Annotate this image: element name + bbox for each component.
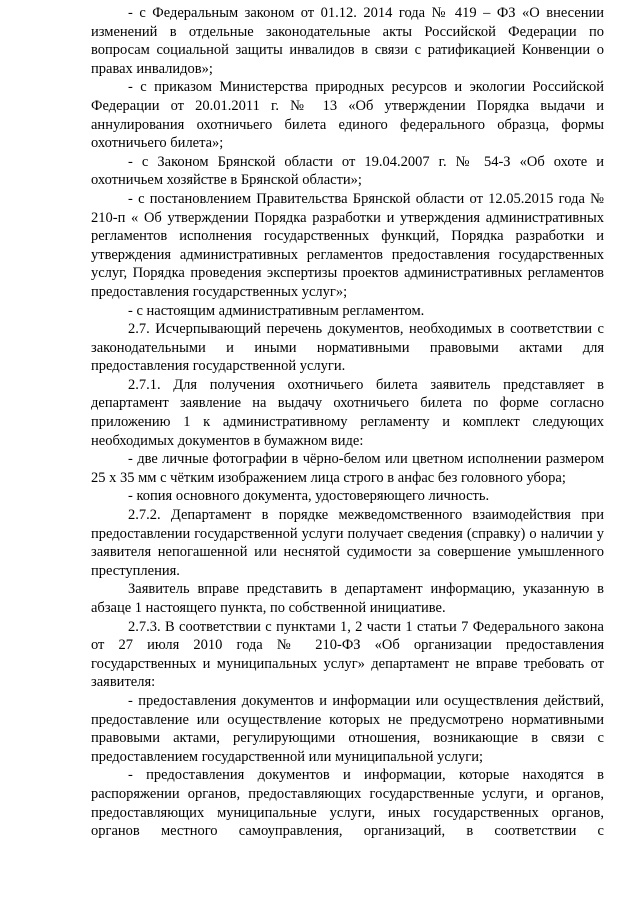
- paragraph-2-7-1: 2.7.1. Для получения охотничьего билета заявитель представляет в департамент заявление на выдачу охотничьего билета по форме согласно приложению 1 к административному регламенту и комплект следующих необходимых документов в бумажном виде:: [91, 376, 604, 449]
- paragraph-bryansk-law-54z: - с Законом Брянской области от 19.04.2007 г. № 54-З «Об охоте и охотничьем хозяйстве в Брянской области»;: [91, 153, 604, 189]
- document-page: [91, 4, 604, 841]
- paragraph-documents-in-possession: - предоставления документов и информации, которые находятся в распоряжении органов, предоставляющих государственные услуги, и органов, предоставляющих муниципальные услуги, иных государственных органов, органов местного самоуправления, организаций, в соответствии с: [91, 767, 604, 840]
- paragraph-identity-copy: - копия основного документа, удостоверяющего личность.: [128, 488, 490, 505]
- paragraph-2-7: 2.7. Исчерпывающий перечень документов, необходимых в соответствии с законодательными и иными нормативными правовыми актами для предоставления государственной услуги.: [91, 321, 604, 375]
- paragraph-not-required-actions: - предоставления документов и информации или осуществления действий, предоставление или осуществление которых не предусмотрено нормативными правовыми актами, регулирующими отношения, возникающие в связи с предоставлением государственной или муниципальной услуги;: [91, 692, 604, 765]
- paragraph-government-resolution-210p: - с постановлением Правительства Брянской области от 12.05.2015 года № 210-п « Об утверждении Порядка разработки и утверждения административных регламентов исполнения государственных функций, Порядка разработки и утверждения административных регламентов предоставления государственных услуг, Порядка проведения экспертизы проектов административных регламентов предоставления государственных услуг»;: [91, 190, 604, 300]
- paragraph-applicant-right: Заявитель вправе представить в департамент информацию, указанную в абзаце 1 настоящего пункта, по собственной инициативе.: [91, 581, 604, 616]
- paragraph-ministry-order-13: - с приказом Министерства природных ресурсов и экологии Российской Федерации от 20.01.2011 г. № 13 «Об утверждении Порядка выдачи и аннулирования охотничьего билета единого федерального образца, формы охотничьего билета»;: [91, 79, 604, 152]
- paragraph-photographs: - две личные фотографии в чёрно-белом или цветном исполнении размером 25 х 35 мм с чётким изображением лица строго в анфас без головного убора;: [91, 451, 604, 486]
- paragraph-2-7-2: 2.7.2. Департамент в порядке межведомственного взаимодействия при предоставлении государственной услуги получает сведения (справку) о наличии у заявителя непогашенной или неснятой судимости за совершение умышленного преступления.: [91, 507, 604, 579]
- paragraph-federal-law-419: - с Федеральным законом от 01.12. 2014 года № 419 – ФЗ «О внесении изменений в отдельные законодательные акты Российской Федерации по вопросам социальной защиты инвалидов в связи с ратификацией Конвенции о правах инвалидов»;: [91, 5, 604, 77]
- paragraph-this-regulation: - с настоящим административным регламентом.: [128, 302, 425, 319]
- paragraph-2-7-3: 2.7.3. В соответствии с пунктами 1, 2 части 1 статьи 7 Федерального закона от 27 июля 2010 года № 210-ФЗ «Об организации предоставления государственных и муниципальных услуг» департамент не вправе требовать от заявителя:: [91, 618, 604, 691]
